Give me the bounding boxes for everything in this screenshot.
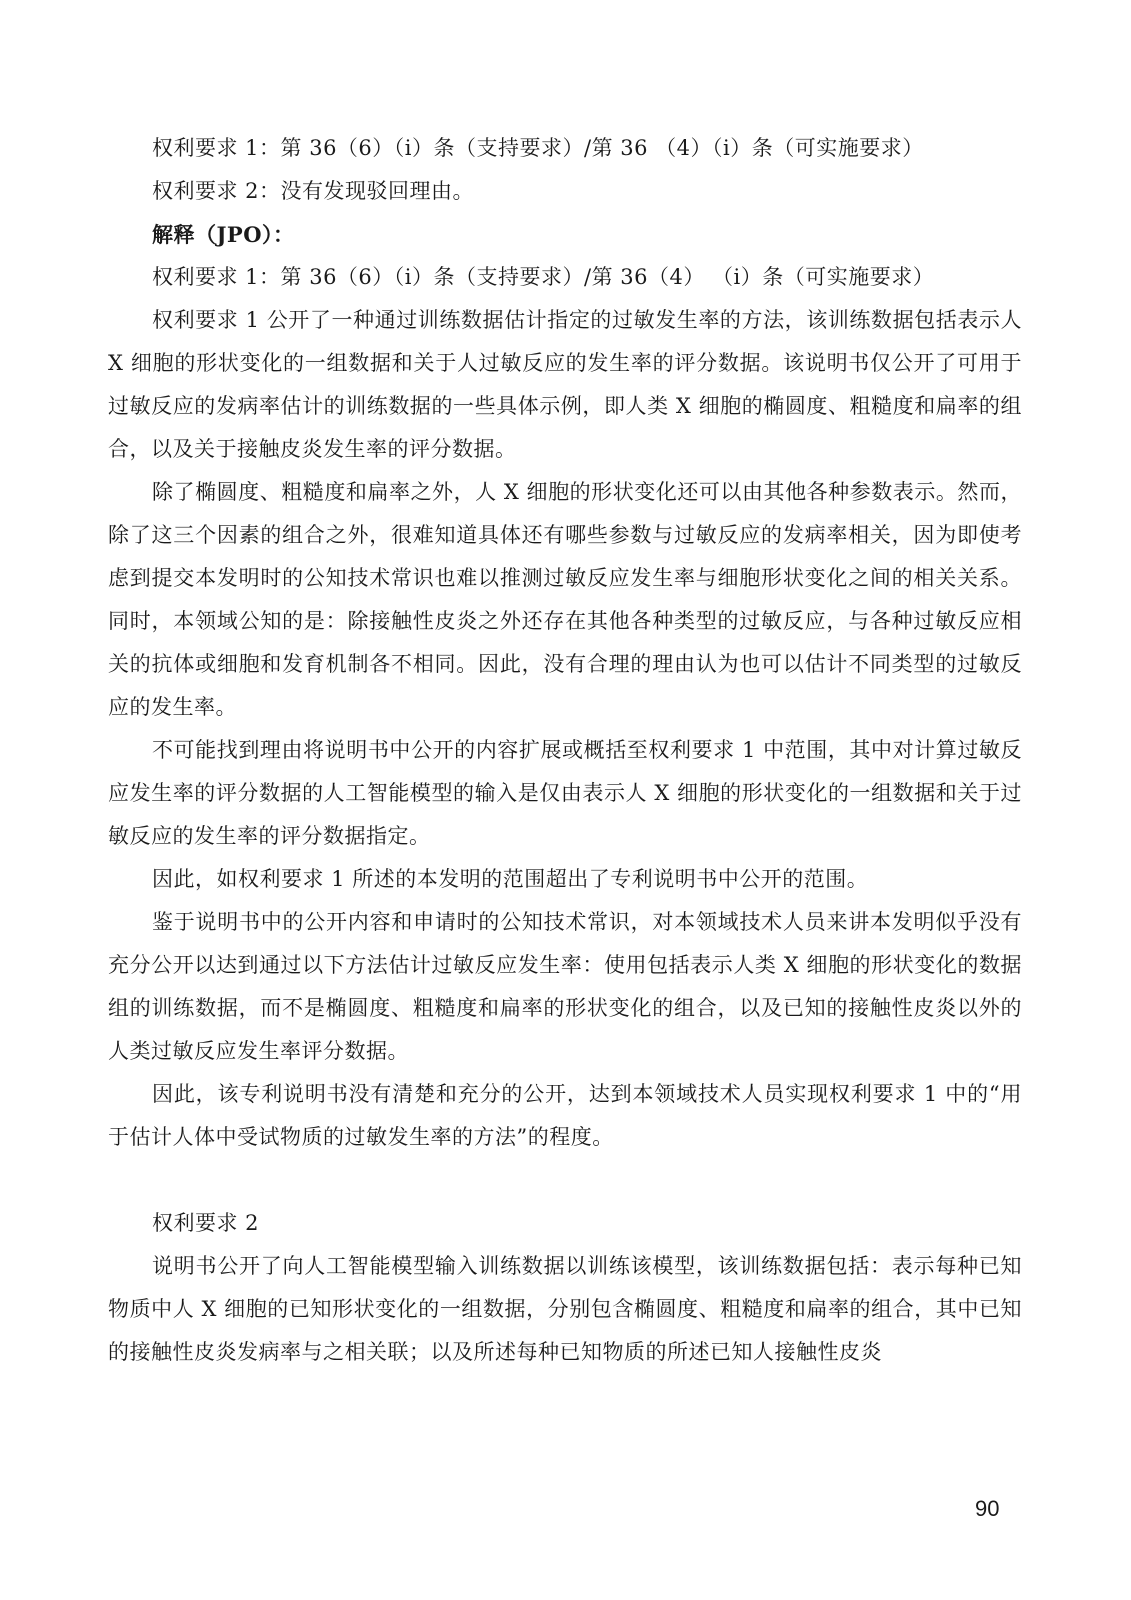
explanation-heading: 解释（JPO）： [152, 222, 295, 247]
claim2-requirement-line: 权利要求 2：没有发现驳回理由。 [152, 179, 475, 203]
paragraph-insufficient-disclosure: 鉴于说明书中的公开内容和申请时的公知技术常识，对本领域技术人员来讲本发明似乎没有充分公开以达到通过以下方法估计过敏反应发生率：使用包括表示人类 X 细胞的形状变化的数据组的训练数据，而不是椭圆度、粗糙度和扁率的形状变化的组合，以及已知的接触性皮炎以外的人类过敏反应发生率评分数据。 [108, 910, 1022, 1063]
claim1-jpo-requirement-line: 权利要求 1：第 36（6）（i）条（支持要求）/第 36（4） （i）条（可实施要求） [152, 265, 935, 289]
document-body [108, 127, 1022, 1374]
page-number: 90 [975, 1496, 1000, 1521]
claim2-heading: 权利要求 2 [152, 1211, 260, 1235]
paragraph-other-parameters: 除了椭圆度、粗糙度和扁率之外，人 X 细胞的形状变化还可以由其他各种参数表示。然而，除了这三个因素的组合之外，很难知道具体还有哪些参数与过敏反应的发病率相关，因为即使考虑到提交本发明时的公知技术常识也难以推测过敏反应发生率与细胞形状变化之间的相关关系。同时，本领域公知的是：除接触性皮炎之外还存在其他各种类型的过敏反应，与各种过敏反应相关的抗体或细胞和发育机制各不相同。因此，没有合理的理由认为也可以估计不同类型的过敏反应的发生率。 [108, 480, 1022, 719]
section-gap [108, 1159, 1022, 1202]
paragraph-claim2-disclosure: 说明书公开了向人工智能模型输入训练数据以训练该模型，该训练数据包括：表示每种已知物质中人 X 细胞的已知形状变化的一组数据，分别包含椭圆度、粗糙度和扁率的组合，其中已知的接触性皮炎发病率与之相关联；以及所述每种已知物质的所述已知人接触性皮炎 [108, 1254, 1022, 1364]
paragraph-enablement-conclusion: 因此，该专利说明书没有清楚和充分的公开，达到本领域技术人员实现权利要求 1 中的“用于估计人体中受试物质的过敏发生率的方法”的程度。 [108, 1082, 1022, 1149]
claim1-requirement-line: 权利要求 1：第 36（6）（i）条（支持要求）/第 36 （4）（i）条（可实施要求） [152, 136, 924, 160]
paragraph-scope-conclusion: 因此，如权利要求 1 所述的本发明的范围超出了专利说明书中公开的范围。 [152, 867, 869, 891]
paragraph-claim1-disclosure: 权利要求 1 公开了一种通过训练数据估计指定的过敏发生率的方法，该训练数据包括表示人 X 细胞的形状变化的一组数据和关于人过敏反应的发生率的评分数据。该说明书仅公开了可用于过敏反应的发病率估计的训练数据的一些具体示例，即人类 X 细胞的椭圆度、粗糙度和扁率的组合，以及关于接触皮炎发生率的评分数据。 [108, 308, 1022, 461]
paragraph-no-generalization: 不可能找到理由将说明书中公开的内容扩展或概括至权利要求 1 中范围，其中对计算过敏反应发生率的评分数据的人工智能模型的输入是仅由表示人 X 细胞的形状变化的一组数据和关于过敏反应的发生率的评分数据指定。 [108, 738, 1022, 848]
